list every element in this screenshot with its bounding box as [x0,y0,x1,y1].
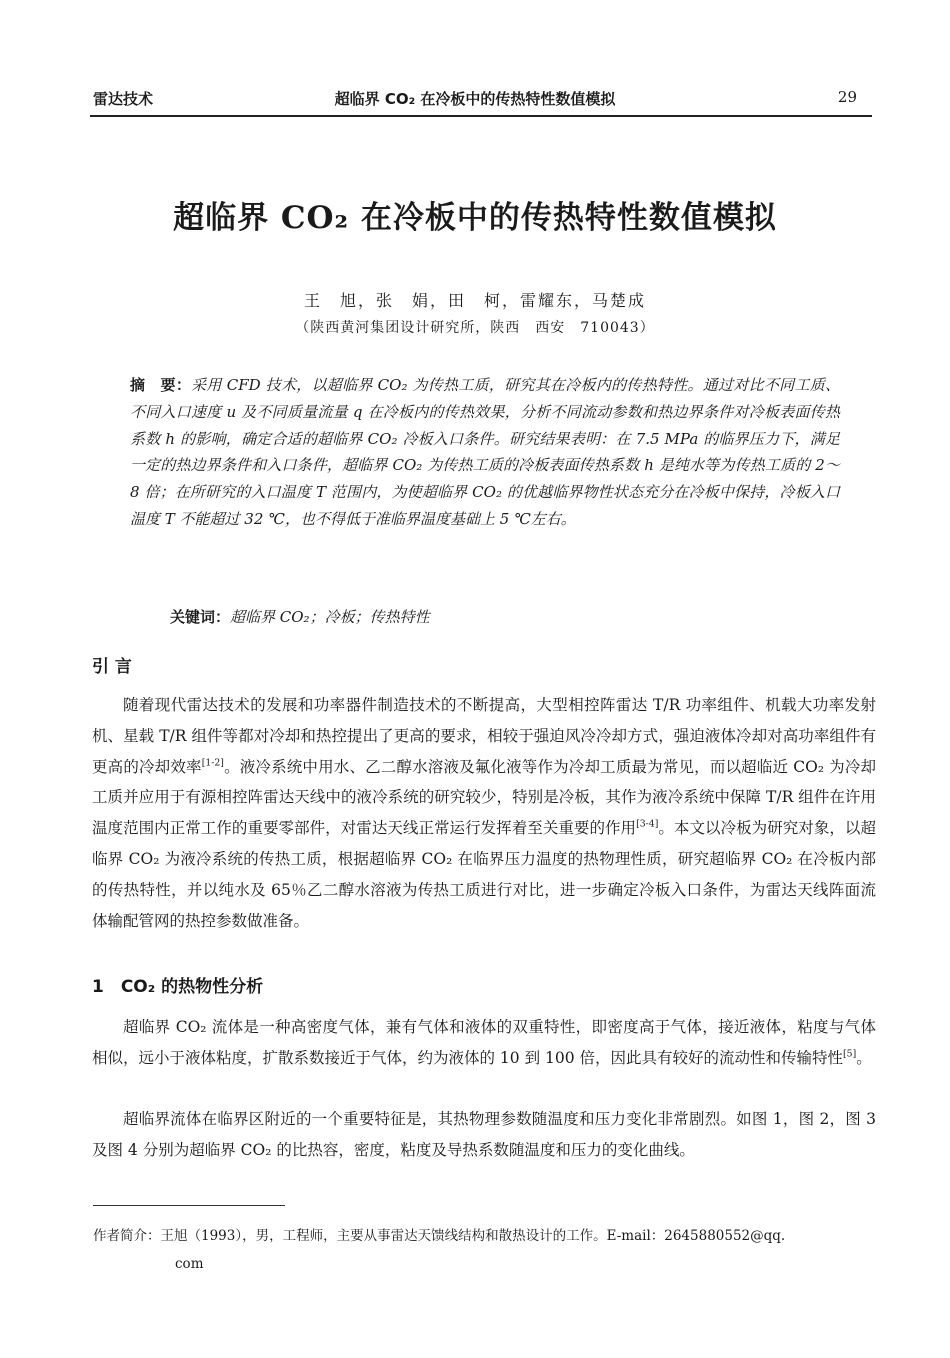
section1-text-1: 超临界 CO₂ 流体是一种高密度气体，兼有气体和液体的双重特性，即密度高于气体，接近液体，粘度与气体相似，远小于液体粘度，扩散系数接近于气体，约为液体的 10 到 100 倍，因此具有较好的流动性和传输特性 [92,1018,876,1067]
keywords [170,606,430,627]
paper-title: 超临界 CO₂ 在冷板中的传热特性数值模拟 [173,200,777,236]
affiliation: （陕西黄河集团设计研究所，陕西 西安 710043） [295,320,655,336]
section1-text-1-end: 。 [856,1048,872,1067]
running-title: 超临界 CO₂ 在冷板中的传热特性数值模拟 [334,90,616,108]
intro-text-3: 。本文以冷板为研究对象，以超临界 CO₂ 为液冷系统的传热工质，根据超临界 CO₂ 在临界压力温度的热物理性质，研究超临界 CO₂ 在冷板内部的传热特性，并以纯水及 65％乙二醇水溶液为传热工质进行对比，进一步确定冷板入口条件，为雷达天线阵面流体输配管网的热控参数做准备。 [92,819,876,930]
citation-1-2[interactable]: [1-2] [201,757,224,769]
author-footnote [93,1222,875,1278]
section1-heading: 1 CO₂ 的热物性分析 [92,977,264,997]
journal-name: 雷达技术 [93,90,154,108]
abstract [130,372,840,533]
keywords-label: 关键词： [170,608,231,626]
intro-paragraph [92,690,876,936]
intro-text-2: 。液冷系统中用水、乙二醇水溶液及氟化液等作为冷却工质最为常见，而以超临近 CO₂ 为冷却工质并应用于有源相控阵雷达天线中的液冷系统的研究较少，特别是冷板，其作为液冷系统中保障 T/R 组件在许用温度范围内正常工作的重要零部件，对雷达天线正常运行发挥着至关重要的作用 [92,757,876,838]
section1-paragraph-1 [92,1012,876,1074]
page-number: 29 [837,88,857,106]
intro-heading: 引 言 [92,657,132,677]
header-rule [90,115,872,117]
abstract-label: 摘 要： [130,376,192,394]
abstract-text: 采用 CFD 技术，以超临界 CO₂ 为传热工质，研究其在冷板内的传热特性。通过对比不同工质、不同入口速度 u 及不同质量流量 q 在冷板内的传热效果，分析不同流动参数和热边界条件对冷板表面传热系数 h 的影响，确定合适的超临界 CO₂ 冷板入口条件。研究结果表明：在 7.5 MPa 的临界压力下，满足一定的热边界条件和入口条件，超临界 CO₂ 为传热工质的冷板表面传热系数 h 是纯水等为传热工质的 2～8 倍；在所研究的入口温度 T 范围内，为使超临界 CO₂ 的优越临界物性状态充分在冷板中保持，冷板入口温度 T 不能超过 32 ℃，也不得低于准临界温度基础上 5 ℃左右。 [130,376,840,528]
citation-3-4[interactable]: [3-4] [636,818,659,830]
footnote-line-1: 作者简介：王旭（1993），男，工程师，主要从事雷达天馈线结构和散热设计的工作。E-mail：2645880552@qq. [93,1228,786,1244]
authors: 王 旭，张 娟，田 柯，雷耀东，马楚成 [303,291,646,310]
footnote-line-2: com [175,1256,204,1272]
section1-paragraph-2: 超临界流体在临界区附近的一个重要特征是，其热物理参数随温度和压力变化非常剧烈。如图 1，图 2，图 3 及图 4 分别为超临界 CO₂ 的比热容，密度，粘度及导热系数随温度和压力的变化曲线。 [92,1110,876,1159]
footnote-rule [93,1205,285,1206]
intro-text-1: 随着现代雷达技术的发展和功率器件制造技术的不断提高，大型相控阵雷达 T/R 功率组件、机载大功率发射机、星载 T/R 组件等都对冷却和热控提出了更高的要求，相较于强迫风冷冷却方式，强迫液体冷却对高功率组件有更高的冷却效率 [92,696,876,776]
keywords-text: 超临界 CO₂；冷板；传热特性 [230,608,430,626]
citation-5[interactable]: [5] [843,1048,857,1060]
